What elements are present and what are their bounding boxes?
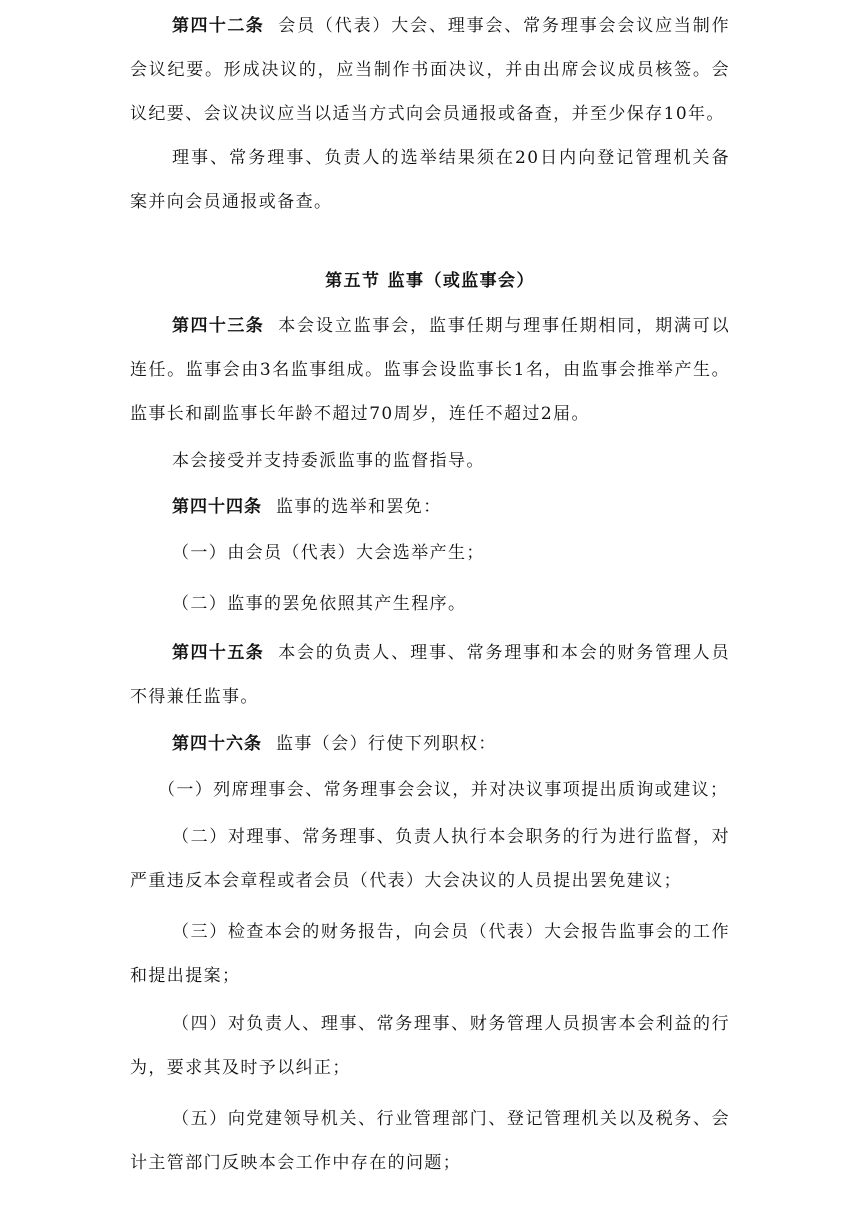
article-43-text: 本会设立监事会，监事任期与理事任期相同，期满可以连任。监事会由3名监事组成。监事会设监事长1名，由监事会推举产生。监事长和副监事长年龄不超过70周岁，连任不超过2届。 xyxy=(130,316,730,424)
article-45-label: 第四十五条 xyxy=(172,643,265,663)
paragraph-supervision: 本会接受并支持委派监事的监督指导。 xyxy=(172,451,485,471)
article-46-item-5: （五）向党建领导机关、行业管理部门、登记管理机关以及税务、会计主管部门反映本会工作中存在的问题； xyxy=(130,1109,730,1173)
paragraph-election-results: 理事、常务理事、负责人的选举结果须在20日内向登记管理机关备案并向会员通报或备查。 xyxy=(130,148,730,212)
article-43-label: 第四十三条 xyxy=(172,316,265,336)
article-44-text: 监事的选举和罢免： xyxy=(276,497,442,517)
article-45-text: 本会的负责人、理事、常务理事和本会的财务管理人员不得兼任监事。 xyxy=(130,643,730,707)
article-44-item-2: （二）监事的罢免依照其产生程序。 xyxy=(172,594,467,614)
article-46-item-3: （三）检查本会的财务报告，向会员（代表）大会报告监事会的工作和提出提案； xyxy=(130,922,730,986)
article-46 xyxy=(130,722,730,766)
section-title: 第五节 监事（或监事会） xyxy=(325,271,535,291)
article-45 xyxy=(130,631,730,719)
article-42-text: 会员（代表）大会、理事会、常务理事会会议应当制作会议纪要。形成决议的，应当制作书面决议，并由出席会议成员核签。会议纪要、会议决议应当以适当方式向会员通报或备查，并至少保存10年。 xyxy=(130,16,730,124)
article-46-text: 监事（会）行使下列职权： xyxy=(276,734,497,754)
article-44 xyxy=(130,485,730,529)
article-44-label: 第四十四条 xyxy=(172,497,262,517)
article-46-item-4: （四）对负责人、理事、常务理事、财务管理人员损害本会利益的行为，要求其及时予以纠正； xyxy=(130,1014,730,1078)
article-46-label: 第四十六条 xyxy=(172,734,262,754)
article-46-item-2: （二）对理事、常务理事、负责人执行本会职务的行为进行监督，对严重违反本会章程或者会员（代表）大会决议的人员提出罢免建议； xyxy=(130,827,730,891)
article-46-item-1: （一）列席理事会、常务理事会会议，并对决议事项提出质询或建议； xyxy=(158,780,729,800)
article-43 xyxy=(130,304,730,436)
article-42 xyxy=(130,4,730,136)
article-42-label: 第四十二条 xyxy=(172,16,265,36)
article-44-item-1: （一）由会员（代表）大会选举产生； xyxy=(172,543,485,563)
